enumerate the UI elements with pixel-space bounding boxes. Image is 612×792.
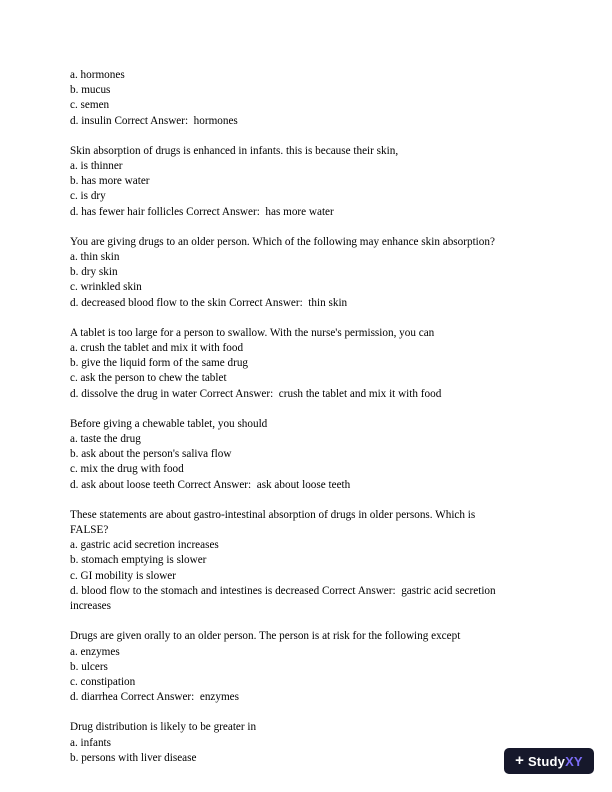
text-line: a. thin skin	[70, 251, 120, 264]
text-line: a. crush the tablet and mix it with food	[70, 342, 244, 355]
text-line: b. give the liquid form of the same drug	[70, 357, 249, 370]
text-line: A tablet is too large for a person to swallow. With the nurse's permission, you can	[70, 326, 435, 339]
text-line: Drug distribution is likely to be greater in	[70, 721, 257, 734]
text-line: Before giving a chewable tablet, you should	[70, 417, 268, 430]
text-line: These statements are about gastro-intestinal absorption of drugs in older persons. Which is	[70, 508, 476, 521]
plus-icon: +	[515, 751, 524, 769]
text-line: c. ask the person to chew the tablet	[70, 372, 227, 385]
text-line: c. GI mobility is slower	[70, 569, 176, 582]
text-line: Skin absorption of drugs is enhanced in infants. this is because their skin,	[70, 144, 399, 157]
question-block	[70, 508, 540, 614]
text-line: You are giving drugs to an older person. Which of the following may enhance skin absorption?	[70, 235, 495, 248]
text-line: FALSE?	[70, 524, 109, 537]
text-line: b. persons with liver disease	[70, 751, 197, 764]
text-line: a. enzymes	[70, 645, 120, 658]
text-line: b. dry skin	[70, 266, 118, 279]
text-line: a. hormones	[70, 69, 125, 81]
question-block	[70, 326, 540, 402]
text-line: c. is dry	[70, 190, 106, 203]
text-line: a. infants	[70, 736, 112, 749]
document-body	[70, 68, 540, 769]
text-line: c. constipation	[70, 675, 136, 688]
text-line: b. has more water	[70, 175, 150, 188]
question-block	[70, 144, 540, 220]
text-line: b. ulcers	[70, 660, 108, 673]
text-line: d. blood flow to the stomach and intestines is decreased Correct Answer: gastric acid secretion	[70, 584, 496, 597]
text-line: c. wrinkled skin	[70, 281, 142, 294]
question-block	[70, 417, 540, 493]
text-line: d. has fewer hair follicles Correct Answer: has more water	[70, 205, 334, 218]
text-line: b. ask about the person's saliva flow	[70, 448, 232, 461]
question-block	[70, 235, 540, 311]
text-line: b. mucus	[70, 84, 111, 97]
text-line: d. diarrhea Correct Answer: enzymes	[70, 691, 239, 704]
question-block	[70, 629, 540, 705]
text-line: c. semen	[70, 99, 110, 112]
text-line: increases	[70, 600, 111, 613]
question-block	[70, 720, 540, 769]
text-line: a. taste the drug	[70, 433, 141, 446]
watermark-brand	[528, 754, 583, 769]
text-line: c. mix the drug with food	[70, 463, 184, 476]
text-line: d. dissolve the drug in water Correct Answer: crush the tablet and mix it with food	[70, 387, 442, 400]
text-line: d. ask about loose teeth Correct Answer: ask about loose teeth	[70, 478, 351, 491]
text-line: a. gastric acid secretion increases	[70, 539, 219, 552]
watermark-brand-primary: Study	[527, 753, 566, 769]
text-line: d. decreased blood flow to the skin Correct Answer: thin skin	[70, 296, 348, 309]
text-line: a. is thinner	[70, 160, 123, 173]
watermark-brand-accent: XY	[565, 753, 583, 769]
text-line: d. insulin Correct Answer: hormones	[70, 114, 238, 127]
text-line: Drugs are given orally to an older person. The person is at risk for the following except	[70, 630, 461, 643]
studyxy-watermark	[504, 748, 594, 774]
question-block	[70, 68, 540, 129]
text-line: b. stomach emptying is slower	[70, 554, 207, 567]
